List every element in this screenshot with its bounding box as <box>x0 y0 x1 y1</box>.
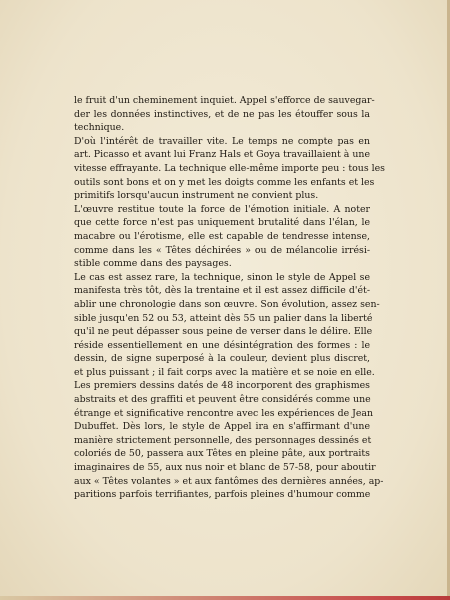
text-line: comme dans les « Têtes déchirées » ou de mélancolie irrési- <box>74 244 370 256</box>
text-line: art. Picasso et avant lui Franz Hals et Goya travaillaient à une <box>74 149 370 161</box>
text-line: imaginaires de 55, aux nus noir et blanc de 57-58, pour aboutir <box>74 462 376 474</box>
text-line: ablir une chronologie dans son œuvre. Son évolution, assez sen- <box>74 298 380 310</box>
text-line: que cette force n'est pas uniquement brutalité dans l'élan, le <box>74 217 370 229</box>
text-line: manifesta très tôt, dès la trentaine et il est assez difficile d'ét- <box>74 285 370 297</box>
text-line: macabre ou l'érotisme, elle est capable de tendresse intense, <box>74 230 370 242</box>
text-line: manière strictement personnelle, des personnages dessinés et <box>74 434 372 446</box>
text-line: Les premiers dessins datés de 48 incorporent des graphismes <box>74 380 370 392</box>
text-line: L'œuvre restitue toute la force de l'émotion initiale. A noter <box>74 203 370 215</box>
text-line: D'où l'intérêt de travailler vite. Le temps ne compte pas en <box>74 135 370 147</box>
text-line: stible comme dans des paysages. <box>74 258 232 270</box>
text-line: outils sont bons et on y met les doigts comme les enfants et les <box>74 176 375 188</box>
text-line: primitifs lorsqu'aucun instrument ne convient plus. <box>74 190 319 202</box>
text-line: Dubuffet. Dès lors, le style de Appel ira en s'affirmant d'une <box>74 421 370 433</box>
text-line: et plus puissant ; il fait corps avec la matière et se noie en elle. <box>74 366 375 378</box>
text-line: vitesse effrayante. La technique elle-même importe peu : tous les <box>74 162 385 174</box>
page-bottom-edge <box>0 596 450 600</box>
text-line: sible jusqu'en 52 ou 53, atteint dès 55 un palier dans la liberté <box>74 312 373 324</box>
text-line: paritions parfois terrifiantes, parfois pleines d'humour comme <box>74 489 371 501</box>
text-line: dessin, de signe superposé à la couleur, devient plus discret, <box>74 353 370 365</box>
text-line: qu'il ne peut dépasser sous peine de verser dans le délire. Elle <box>74 326 373 338</box>
text-line: réside essentiellement en une désintégration des formes : le <box>74 339 370 351</box>
text-line: étrange et significative rencontre avec les expériences de Jean <box>74 407 374 419</box>
text-line: technique. <box>74 122 125 134</box>
text-line: coloriés de 50, passera aux Têtes en pleine pâte, aux portraits <box>74 448 370 460</box>
text-line: Le cas est assez rare, la technique, sinon le style de Appel se <box>74 271 370 283</box>
text-line: abstraits et des graffiti et peuvent être considérés comme une <box>74 394 371 406</box>
text-line: der les données instinctives, et de ne pas les étouffer sous la <box>74 108 370 120</box>
body-text <box>74 94 385 502</box>
text-line: le fruit d'un cheminement inquiet. Appel s'efforce de sauvegar- <box>74 95 375 106</box>
text-line: aux « Têtes volantes » et aux fantômes des dernières années, ap- <box>74 475 384 487</box>
